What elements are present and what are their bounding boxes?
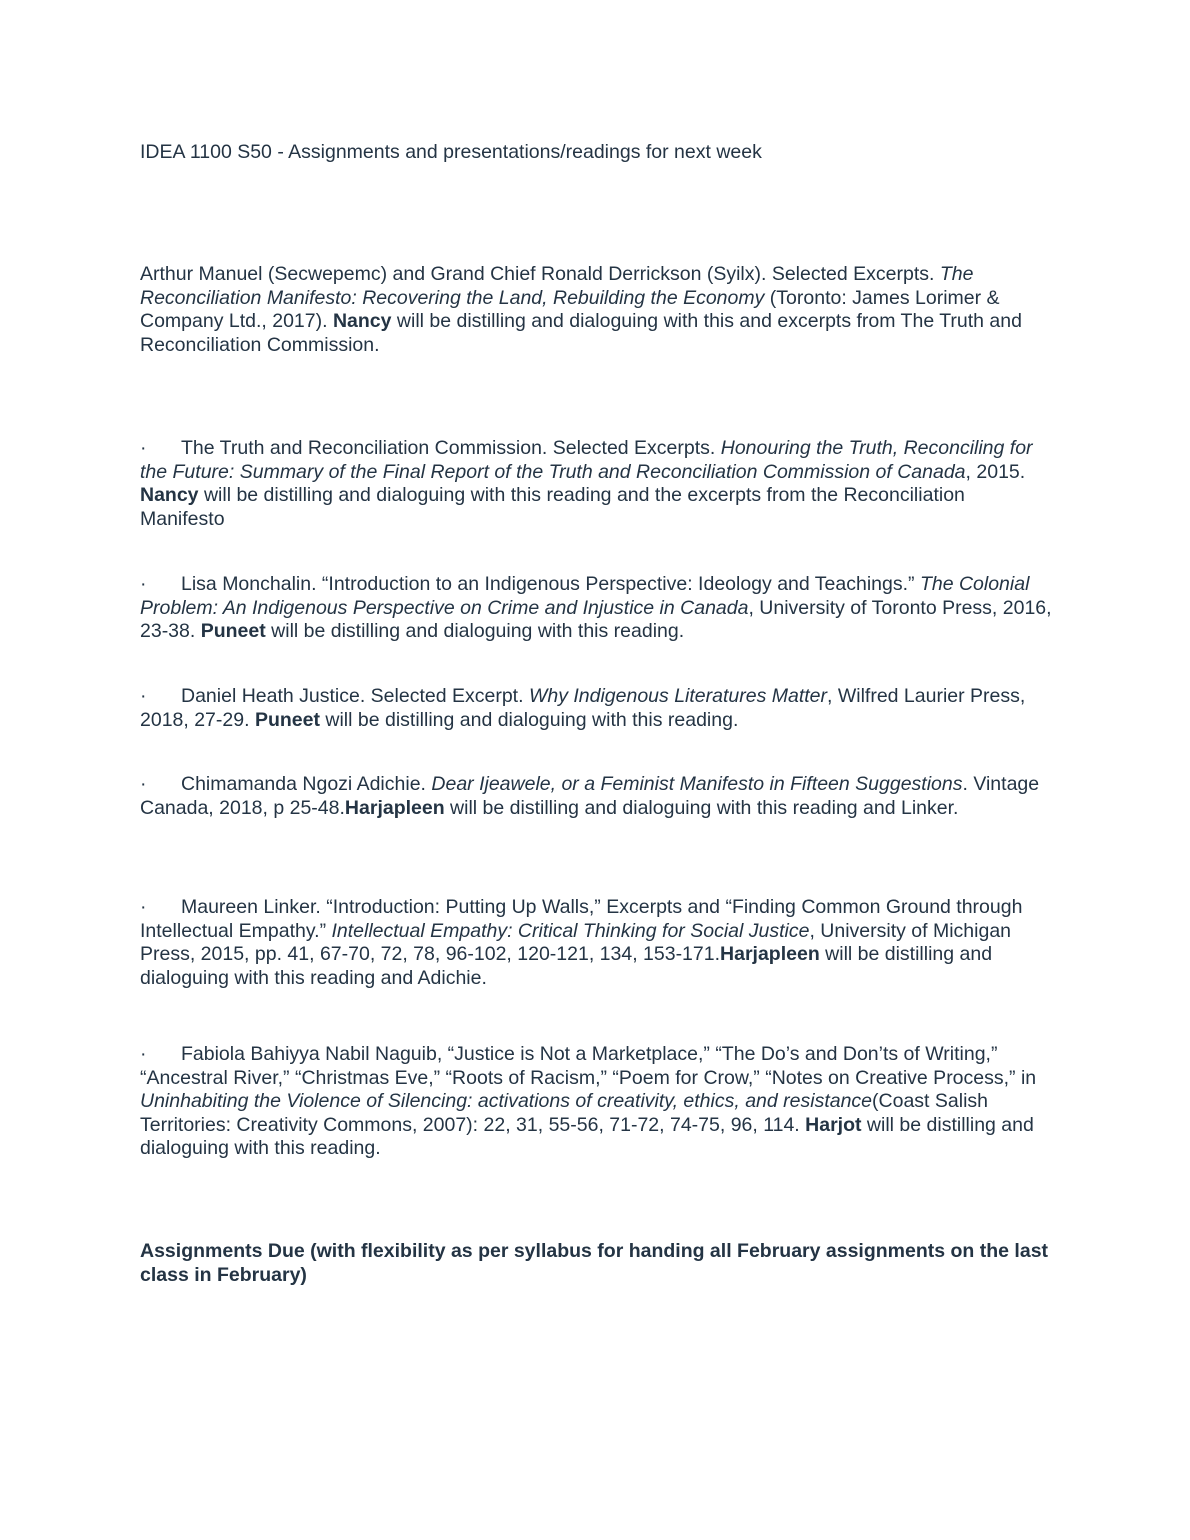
item-presenter-name: Harjot	[805, 1113, 862, 1136]
intro-presenter-name: Nancy	[332, 310, 392, 332]
intro-text-2: (Toronto: James Lorimer & Company Ltd., 2017).	[140, 286, 1000, 332]
item-text-2: , University of Toronto Press, 2016, 23-38.	[140, 596, 1052, 642]
item-text-1: Maureen Linker. “Introduction: Putting Up Walls,” Excerpts and “Finding Common Ground through Intellectual Empathy.”	[140, 896, 1023, 942]
bullet-icon: ·	[140, 685, 147, 707]
reading-list-item	[140, 685, 1052, 732]
item-book-title: Uninhabiting the Violence of Silencing: activations of creativity, ethics, and resistance	[140, 1090, 873, 1112]
bullet-icon: ·	[140, 437, 147, 459]
item-text-3: will be distilling and dialoguing with this reading.	[140, 1113, 1034, 1159]
item-presenter-name: Puneet	[200, 620, 266, 642]
item-text-3: will be distilling and dialoguing with this reading and Linker.	[444, 796, 959, 819]
item-text-2: , University of Michigan Press, 2015, pp. 41, 67-70, 72, 78, 96-102, 120-121, 134, 153-171.	[140, 919, 1012, 965]
item-book-title: The Colonial Problem: An Indigenous Perspective on Crime and Injustice in Canada	[140, 573, 1030, 619]
reading-list-item	[140, 573, 1052, 644]
reading-list-item	[140, 437, 1052, 531]
assignments-due-heading: Assignments Due (with flexibility as per syllabus for handing all February assignments on the last class in February)	[140, 1240, 1049, 1286]
item-text-3: will be distilling and dialoguing with this reading.	[319, 708, 739, 731]
item-book-title: Dear Ijeawele, or a Feminist Manifesto in Fifteen Suggestions	[431, 773, 963, 795]
item-presenter-name: Harjapleen	[344, 796, 445, 819]
item-presenter-name: Harjapleen	[720, 943, 820, 965]
item-book-title: Honouring the Truth, Reconciling for the Future: Summary of the Final Report of the Truth and Reconciliation Commission of Canada	[140, 437, 1033, 483]
item-text-2: , 2015.	[965, 460, 1026, 483]
intro-paragraph	[140, 263, 1052, 357]
reading-list-item	[140, 1043, 1052, 1161]
item-text-2: , Wilfred Laurier Press, 2018, 27-29.	[140, 685, 1026, 731]
intro-text-3: will be distilling and dialoguing with this and excerpts from The Truth and Reconciliation Commission.	[140, 310, 1022, 356]
item-text-1: Lisa Monchalin. “Introduction to an Indigenous Perspective: Ideology and Teachings.”	[181, 573, 920, 595]
item-book-title: Intellectual Empathy: Critical Thinking for Social Justice	[331, 919, 810, 942]
bullet-icon: ·	[140, 573, 147, 595]
item-text-1: Fabiola Bahiyya Nabil Naguib, “Justice is Not a Marketplace,” “The Do’s and Don’ts of Writing,” “Ancestral River,” “Christmas Eve,” “Roots of Racism,” “Poem for Crow,” “Notes on Creative Process,” in	[140, 1043, 1037, 1089]
bullet-icon: ·	[140, 896, 147, 918]
item-text-1: Daniel Heath Justice. Selected Excerpt.	[181, 685, 529, 707]
intro-book-title: The Reconciliation Manifesto: Recovering the Land, Rebuilding the Economy	[140, 263, 974, 309]
reading-list-item	[140, 773, 1052, 820]
reading-list-item	[140, 896, 1052, 990]
bullet-icon: ·	[140, 1043, 147, 1065]
page-title: IDEA 1100 S50 - Assignments and presentations/readings for next week	[140, 141, 762, 163]
intro-text-1: Arthur Manuel (Secwepemc) and Grand Chief Ronald Derrickson (Syilx). Selected Excerpts.	[140, 263, 940, 285]
item-text-2: . Vintage Canada, 2018, p 25-48.	[140, 773, 1040, 819]
item-presenter-name: Puneet	[254, 708, 320, 731]
item-text-3: will be distilling and dialoguing with this reading and Adichie.	[140, 943, 993, 989]
item-text-2: (Coast Salish Territories: Creativity Commons, 2007): 22, 31, 55-56, 71-72, 74-75, 96, 114.	[140, 1090, 988, 1136]
item-presenter-name: Nancy	[140, 484, 199, 506]
bullet-icon: ·	[140, 773, 147, 795]
item-text-1: The Truth and Reconciliation Commission. Selected Excerpts.	[181, 437, 721, 459]
item-text-3: will be distilling and dialoguing with this reading.	[265, 620, 685, 642]
item-text-3: will be distilling and dialoguing with this reading and the excerpts from the Reconciliation Manifesto	[140, 484, 965, 530]
item-book-title: Why Indigenous Literatures Matter	[528, 685, 827, 707]
item-text-1: Chimamanda Ngozi Adichie.	[181, 773, 432, 795]
